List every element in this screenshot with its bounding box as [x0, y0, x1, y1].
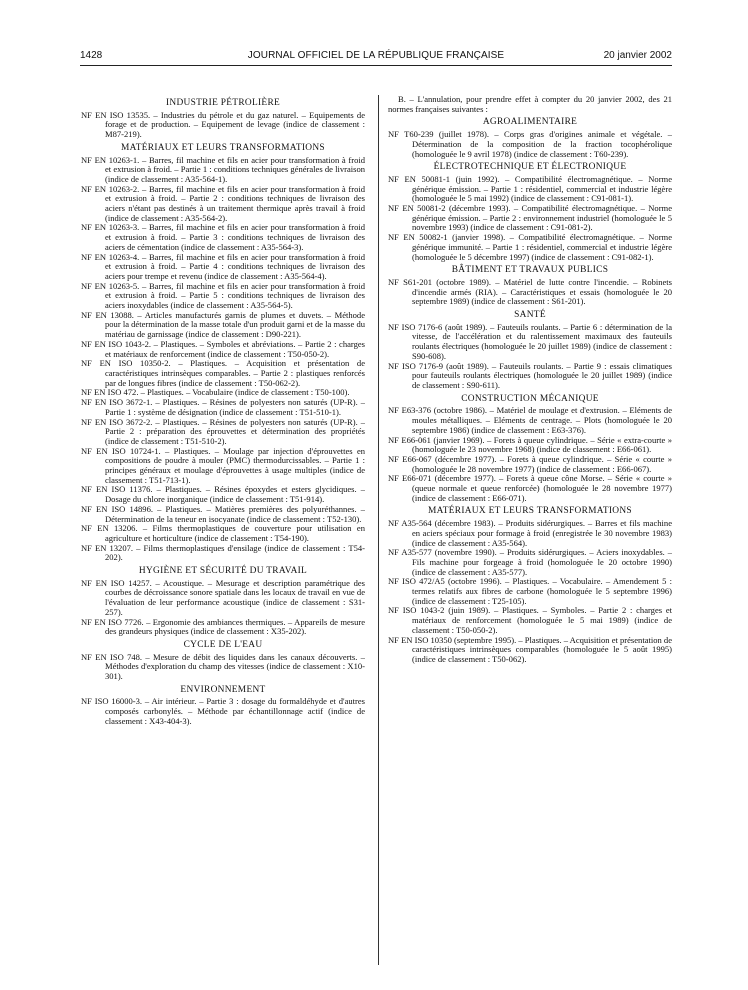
- standard-description: – Ergonomie des ambiances thermiques. – Appareils de mesure des grandeurs physiques (indice de classement : X35-202).: [105, 616, 365, 637]
- standard-description: – Plastiques. – Résines époxydes et esters glycidiques. – Dosage du chlore inorganique (indice de classement : T51-914).: [105, 484, 365, 505]
- standard-description: – Films thermoplastiques de couverture pour utilisation en agriculture et horticulture (indice de classement : T54-190).: [105, 523, 365, 543]
- section-heading: CYCLE DE L'EAU: [183, 639, 263, 650]
- standard-description: (juillet 1978). – Corps gras d'origines animale et végétale. – Détermination de la composition de la fraction tocophérolique (homologuée le 9 avril 1978) (indice de classement : T60-239).: [412, 129, 672, 159]
- section-heading: ÉLECTROTECHNIQUE ET ÉLECTRONIQUE: [433, 162, 627, 173]
- standard-entry: [388, 323, 672, 362]
- standard-entry: [81, 398, 365, 417]
- standard-description: (décembre 1993). – Compatibilité électromagnétique. – Norme générique émission. – Partie 2 : environnement industriel (homologuée le 5 novembre 1993) (indice de classement : C91-081-2).: [412, 203, 672, 233]
- standard-description: – Plastiques. – Résines de polyesters non saturés (UP-R). – Partie 1 : système de désignation (indice de classement : T51-510-1).: [105, 397, 365, 417]
- section-heading: BÂTIMENT ET TRAVAUX PUBLICS: [451, 265, 609, 276]
- standard-description: – Articles manufacturés garnis de plumes et duvets. – Méthode pour la détermination de la masse totale d'un produit garni et de la masse du matériau de garnissage (indice de classement : D90-221).: [105, 309, 365, 340]
- standard-entry: [81, 111, 365, 140]
- section-heading: SANTÉ: [514, 310, 546, 321]
- standard-entry: [388, 519, 672, 548]
- standard-reference: NF EN 10263-2.: [81, 183, 140, 194]
- standard-reference: NF EN ISO 1043-2.: [81, 338, 152, 349]
- standard-entry: [388, 577, 672, 606]
- standard-entry: [388, 636, 672, 665]
- standard-description: (août 1989). – Fauteuils roulants. – Partie 6 : détermination de la vitesse, de l'accélération et du ralentissement maximaux des fauteuils roulants électriques (homologuée le 20 juillet 1989) (indice de classement : S90-608).: [412, 321, 672, 361]
- standard-reference: NF ISO 16000-3.: [81, 696, 143, 707]
- standard-entry: [81, 653, 365, 682]
- standard-reference: NF S61-201: [388, 276, 433, 287]
- standard-entry: [81, 156, 365, 185]
- standard-description: (septembre 1995). – Plastiques. – Acquisition et présentation de caractéristiques intrinsèques comparables (homologuée le 5 août 1995) (indice de classement : T50-062).: [412, 634, 672, 664]
- section-heading: AGROALIMENTAIRE: [482, 117, 578, 128]
- issue-date: 20 janvier 2002: [603, 50, 672, 61]
- standard-description: (juin 1989). – Plastiques. – Symboles. – Partie 2 : charges et matériaux de renforcement (homologuée le 5 mai 1989) (indice de classement : T50-050-2).: [412, 605, 672, 635]
- section-heading: HYGIÈNE ET SÉCURITÉ DU TRAVAIL: [138, 566, 308, 577]
- right-column: [388, 95, 672, 975]
- standard-entry: [81, 223, 365, 252]
- standard-entry: [81, 505, 365, 524]
- standard-reference: NF E66-067: [388, 453, 432, 464]
- standard-reference: NF A35-577: [388, 547, 432, 558]
- header-rule: [80, 65, 672, 66]
- standard-description: – Industries du pétrole et du gaz naturel. – Equipements de forage et de production. – Equipement de levage (indice de classement : M87-219).: [105, 109, 365, 140]
- left-column: [81, 95, 365, 975]
- standard-reference: NF ISO 7176-9: [388, 360, 444, 371]
- standard-reference: NF EN 50081-2: [388, 203, 446, 214]
- section-heading: ENVIRONNEMENT: [180, 684, 266, 695]
- standard-reference: NF EN ISO 13535.: [81, 109, 151, 120]
- journal-title: JOURNAL OFFICIEL DE LA RÉPUBLIQUE FRANÇAISE: [247, 50, 505, 61]
- page-number: 1428: [80, 50, 103, 61]
- standard-description: – Plastiques. – Vocabulaire (indice de classement : T50-100).: [138, 387, 350, 398]
- standard-description: (novembre 1990). – Produits sidérurgiques. – Aciers inoxydables. – Fils machine pour forgeage à froid (homologuée le 20 octobre 1990) (indice de classement : A35-577).: [412, 547, 672, 577]
- standard-description: – Plastiques. – Acquisition et présentation de caractéristiques intrinsèques comparables. – Partie 2 : plastiques renforcés par de longues fibres (indice de classement : T50-062-2).: [105, 358, 365, 388]
- standard-entry: [388, 233, 672, 262]
- standard-description: – Barres, fil machine et fils en acier pour transformation à froid et extrusion à froid. – Partie 3 : conditions techniques de livraison des aciers de cémentation (indice de classement : A35-564-3).: [105, 222, 365, 252]
- standard-description: – Barres, fil machine et fils en acier pour transformation à froid et extrusion à froid. – Partie 4 : conditions techniques de livraison des aciers pour trempe et revenu (indice de classement : A35-564-4).: [105, 251, 365, 281]
- standard-entry: [388, 204, 672, 233]
- section-heading: INDUSTRIE PÉTROLIÈRE: [165, 98, 281, 108]
- standard-entry: [81, 618, 365, 637]
- standard-reference: NF EN ISO 10350: [388, 634, 452, 645]
- standard-reference: NF EN 13207.: [81, 542, 134, 553]
- standard-description: – Barres, fil machine et fils en acier pour transformation à froid et extrusion à froid. – Partie 1 : conditions techniques générales de livraison (indice de classement : A35-564-1).: [105, 154, 365, 184]
- standard-reference: NF EN ISO 3672-2.: [81, 416, 153, 427]
- standard-entry: [388, 548, 672, 577]
- standard-reference: NF EN ISO 472.: [81, 387, 139, 398]
- section-heading: MATÉRIAUX ET LEURS TRANSFORMATIONS: [428, 506, 632, 517]
- standard-reference: NF EN ISO 10350-2.: [81, 358, 171, 369]
- standard-entry: [388, 175, 672, 204]
- standard-description: (décembre 1977). – Forets à queue cylindrique. – Série « courte » (homologuée le 28 novembre 1977) (indice de classement : E66-067).: [412, 453, 672, 474]
- standard-description: (janvier 1998). – Compatibilité électromagnétique. – Norme générique immunité. – Partie 1 : résidentiel, commercial et industrie légère (homologuée le 5 décembre 1997) (indice de classement : C91-082-1).: [412, 232, 672, 262]
- section-heading: CONSTRUCTION MÉCANIQUE: [461, 393, 599, 404]
- standard-entry: [81, 359, 365, 388]
- standard-entry: [81, 485, 365, 504]
- standard-entry: [388, 130, 672, 159]
- standard-reference: NF EN 50082-1: [388, 232, 448, 243]
- standard-reference: NF E66-061: [388, 434, 431, 445]
- standard-description: – Barres, fil machine et fils en acier pour transformation à froid et extrusion à froid. – Partie 2 : conditions techniques de livraison des aciers n'étant pas destinés à un traitement thermique après travail à froid (indice de classement : A35-564-2).: [105, 183, 365, 223]
- standard-entry: [81, 282, 365, 311]
- standard-reference: NF E66-071: [388, 473, 432, 484]
- standard-entry: [81, 447, 365, 486]
- column-divider: [378, 95, 379, 965]
- standard-description: – Air intérieur. – Partie 3 : dosage du formaldéhyde et d'autres composés carbonylés. – Méthode par échantillonnage actif (indice de classement : X43-404-3).: [105, 696, 365, 726]
- standard-reference: NF A35-564: [388, 518, 432, 529]
- standard-entry: [81, 697, 365, 726]
- standard-description: – Plastiques. – Résines de polyesters non saturés (UP-R). – Partie 2 : préparation des éprouvettes et détermination des propriétés (indice de classement : T51-510-2).: [105, 416, 365, 446]
- standard-description: (juin 1992). – Compatibilité électromagnétique. – Norme générique émission. – Partie 1 : résidentiel, commercial et industrie légère (homologuée le 5 mai 1992) (indice de classement : C91-081-1).: [412, 173, 672, 204]
- standard-reference: NF EN ISO 748.: [81, 651, 143, 662]
- standard-description: (décembre 1983). – Produits sidérurgiques. – Barres et fils machine en aciers spéciaux pour formage à froid (enregistrée le 30 novembre 1983) (indice de classement : A35-564).: [412, 518, 672, 548]
- standard-reference: NF E63-376: [388, 405, 432, 416]
- page-header: [80, 50, 672, 64]
- standard-description: (octobre 1986). – Matériel de moulage et d'extrusion. – Eléments de moules métalliques. – Eléments de centrage. – Plots (homologuée le 20 septembre 1986) (indice de classement : E63-376).: [412, 405, 672, 435]
- standard-description: (octobre 1989). – Matériel de lutte contre l'incendie. – Robinets d'incendie armés (RIA). – Caractéristiques et essais (homologuée le 20 septembre 1989) (indice de classement : S61-201).: [412, 276, 672, 307]
- standard-description: – Plastiques. – Matières premières des polyuréthannes. – Détermination de la teneur en isocyanate (indice de classement : T52-130).: [105, 503, 365, 524]
- standard-entry: [81, 253, 365, 282]
- standard-reference: NF EN ISO 7726.: [81, 616, 144, 627]
- standard-entry: [81, 524, 365, 543]
- standard-description: (août 1989). – Fauteuils roulants. – Partie 9 : essais climatiques pour fauteuils roulants électriques (homologuée le 20 juillet 1989) (indice de classement : S90-611).: [412, 360, 672, 390]
- standard-description: (octobre 1996). – Plastiques. – Vocabulaire. – Amendement 5 : termes relatifs aux fibres de carbone (homologuée le 5 septembre 1996) (indice de classement : T25-105).: [412, 576, 672, 606]
- standard-reference: NF EN ISO 3672-1.: [81, 397, 153, 408]
- standard-entry: [81, 579, 365, 618]
- standard-entry: [388, 606, 672, 635]
- standard-reference: NF EN 13206.: [81, 523, 138, 534]
- standard-description: (décembre 1977). – Forets à queue cône Morse. – Série « courte » (queue normale et queue renforcée) (homologuée le 28 novembre 1977) (indice de classement : E66-071).: [412, 473, 672, 503]
- standard-reference: NF T60-239: [388, 129, 434, 140]
- standard-description: – Acoustique. – Mesurage et description paramétrique des courbes de décroissance sonore spatiale dans les locaux de travail en vue de l'évaluation de leur performance acoustique (indice de classement : S31-257).: [105, 577, 365, 617]
- section-heading: MATÉRIAUX ET LEURS TRANSFORMATIONS: [121, 142, 325, 153]
- standard-reference: NF EN 50081-1: [388, 173, 451, 184]
- standard-description: – Films thermoplastiques d'ensilage (indice de classement : T54-202).: [105, 542, 365, 563]
- standard-reference: NF EN ISO 14896.: [81, 503, 153, 514]
- standard-entry: [81, 544, 365, 563]
- standard-reference: NF EN 10263-4.: [81, 251, 140, 262]
- standard-description: – Barres, fil machine et fils en acier pour transformation à froid et extrusion à froid. – Partie 5 : conditions techniques de livraison des aciers inoxydables (indice de classement : A35-564-5).: [105, 280, 365, 311]
- standard-reference: NF EN 10263-5.: [81, 280, 140, 291]
- standard-reference: NF ISO 7176-6: [388, 321, 443, 332]
- standard-entry: [388, 455, 672, 474]
- standard-description: – Plastiques. – Symboles et abréviations. – Partie 2 : charges et matériaux de renforcement (indice de classement : T50-050-2).: [105, 338, 365, 359]
- standard-description: (janvier 1969). – Forets à queue cylindrique. – Série « extra-courte » (homologuée le 23 novembre 1968) (indice de classement : E66-061).: [412, 434, 672, 455]
- standard-reference: NF EN 10263-1.: [81, 154, 140, 165]
- standard-reference: NF EN 10263-3.: [81, 222, 140, 233]
- standard-reference: NF ISO 472/A5: [388, 576, 445, 587]
- standard-entry: [388, 436, 672, 455]
- standard-reference: NF EN ISO 10724-1.: [81, 445, 161, 456]
- standard-entry: [81, 185, 365, 224]
- standard-entry: [388, 406, 672, 435]
- annulation-intro: B. – L'annulation, pour prendre effet à compter du 20 janvier 2002, des 21 normes françaises suivantes :: [388, 95, 672, 114]
- standard-reference: NF ISO 1043-2: [388, 605, 445, 616]
- standard-entry: [81, 311, 365, 340]
- standard-description: – Mesure de débit des liquides dans les canaux découverts. – Méthodes d'exploration du champ des vitesses (indice de classement : X10-301).: [105, 651, 365, 682]
- standard-reference: NF EN ISO 14257.: [81, 577, 152, 588]
- standard-entry: [388, 278, 672, 307]
- standard-entry: [388, 474, 672, 503]
- standard-description: – Plastiques. – Moulage par injection d'éprouvettes en compositions de poudre à mouler (PMC) thermodurcissables. – Partie 1 : principes généraux et moulage d'éprouvettes à usage multiples (indice de classement : T51-713-1).: [105, 445, 365, 485]
- standard-entry: [388, 362, 672, 391]
- standard-reference: NF EN 13088.: [81, 309, 134, 320]
- standard-entry: [81, 418, 365, 447]
- standard-reference: NF EN ISO 11376.: [81, 484, 153, 495]
- standard-entry: [81, 340, 365, 359]
